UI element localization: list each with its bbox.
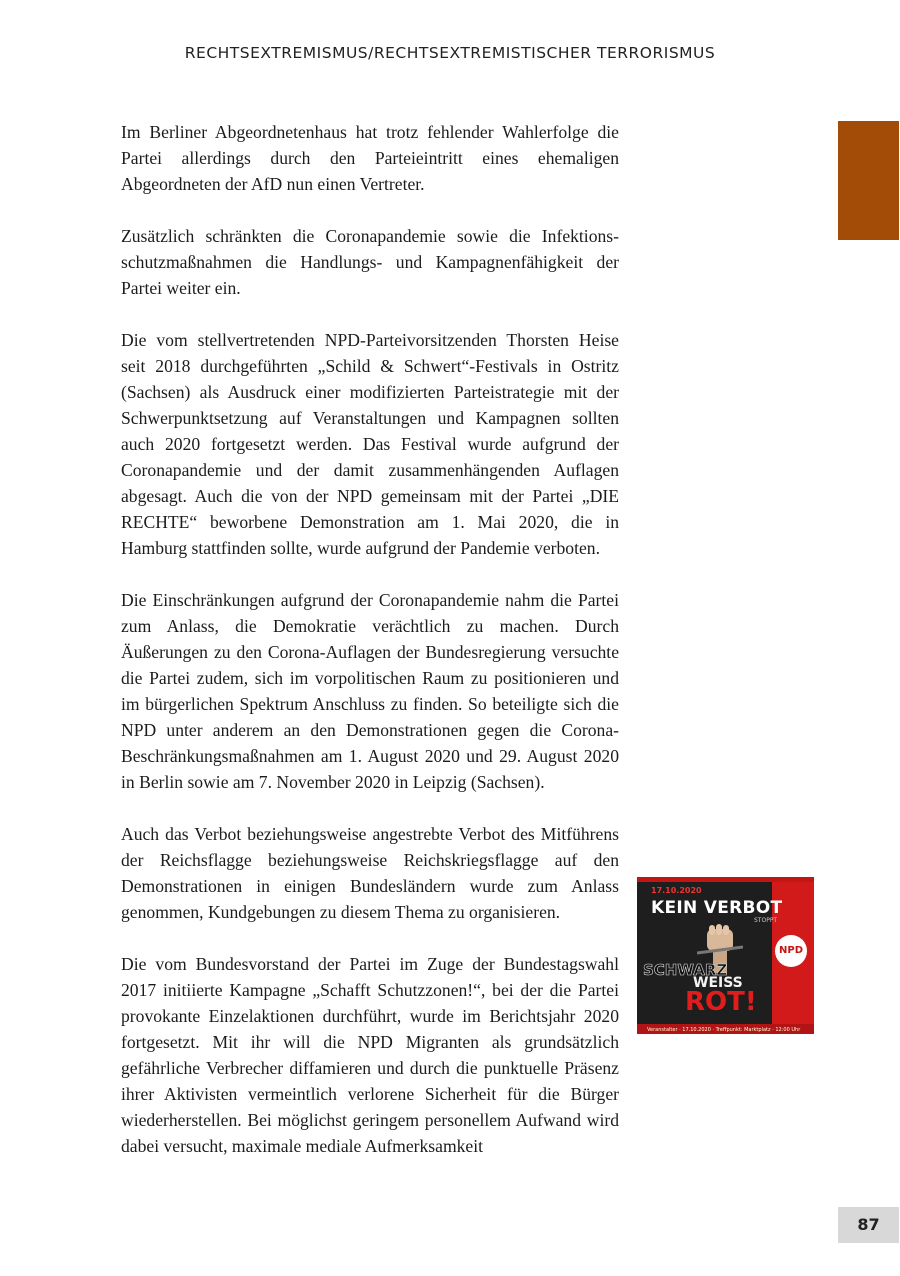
paragraph: Zusätzlich schränkten die Coronapandemie sowie die Infektionsschutzmaßnahmen die Handlungs- und Kampagnenfähigkeit der Partei weiter ein. bbox=[121, 226, 619, 298]
poster-top-bar bbox=[637, 877, 814, 882]
poster-footer: Veranstalter · 17.10.2020 · Treffpunkt: Marktplatz · 12:00 Uhr bbox=[647, 1027, 801, 1033]
body-text bbox=[121, 119, 619, 1185]
paragraph: Die vom stellvertretenden NPD-Parteivorsitzenden Thorsten Heise seit 2018 durchgeführten „Schild & Schwert“-Festivals in Ostritz (Sachsen) als Ausdruck einer modifizierten Parteistrategie mit der Schwerpunktsetzung auf Veranstaltungen und Kampagnen sollten auch 2020 fortgesetzt werden. Das Festival wurde aufgrund der Coronapandemie und der damit zusammenhängenden Auflagen abgesagt. Auch die von der NPD gemeinsam mit der Partei „DIE RECHTE“ beworbene Demonstration am 1. Mai 2020, die in Hamburg stattfinden sollte, wurde aufgrund der Pandemie verboten. bbox=[121, 330, 619, 558]
poster-text-weiss: WEISS bbox=[693, 975, 743, 991]
chapter-tab-marker bbox=[838, 121, 899, 240]
paragraph: Auch das Verbot beziehungsweise angestrebte Verbot des Mitführens der Reichsflagge beziehungsweise Reichskriegsflagge auf den Demonstrationen in einigen Bundesländern wurde zum Anlass genommen, Kundgebungen zu diesem Thema zu organisieren. bbox=[121, 824, 619, 922]
page-number: 87 bbox=[838, 1207, 899, 1243]
npd-poster-image bbox=[637, 877, 814, 1034]
paragraph: Die vom Bundesvorstand der Partei im Zuge der Bundestagswahl 2017 initiierte Kampagne „Schafft Schutzzonen!“, bei der die Partei provokante Einzelaktionen durchführt, wurde im Berichtsjahr 2020 fortgesetzt. Mit ihr will die NPD Migranten als grundsätzlich gefährliche Verbrecher diffamieren und durch die punktuelle Präsenz ihrer Aktivisten vermeintlich verlorene Sicherheit für die Bürger wiederherstellen. Bei möglichst geringem personellem Aufwand wird dabei versucht, maximale mediale Aufmerksamkeit bbox=[121, 954, 619, 1156]
poster-title: KEIN VERBOT bbox=[651, 898, 783, 918]
poster-text-schwarz: SCHWARZ bbox=[643, 961, 728, 979]
poster-text-rot: ROT! bbox=[685, 987, 757, 1017]
paragraph: Im Berliner Abgeordnetenhaus hat trotz fehlender Wahlerfolge die Partei allerdings durch den Parteieintritt eines ehemaligen Abgeordneten der AfD nun einen Vertreter. bbox=[121, 122, 619, 194]
npd-logo: NPD bbox=[775, 935, 807, 967]
poster-date: 17.10.2020 bbox=[651, 886, 702, 895]
paragraph: Die Einschränkungen aufgrund der Coronapandemie nahm die Partei zum Anlass, die Demokratie verächtlich zu machen. Durch Äußerungen zu den Corona-Auflagen der Bundesregierung versuchte die Partei zudem, sich im vorpolitischen Raum zu positionieren und im bürgerlichen Spektrum Anschluss zu finden. So beteiligte sich die NPD unter anderem an den Demonstrationen gegen die Corona-Beschränkungsmaßnahmen am 1. August 2020 und 29. August 2020 in Berlin sowie am 7. November 2020 in Leipzig (Sachsen). bbox=[121, 590, 619, 792]
poster-subtitle: STOPPT bbox=[754, 917, 778, 924]
running-head: RECHTSEXTREMISMUS/RECHTSEXTREMISTISCHER TERRORISMUS bbox=[184, 44, 716, 62]
